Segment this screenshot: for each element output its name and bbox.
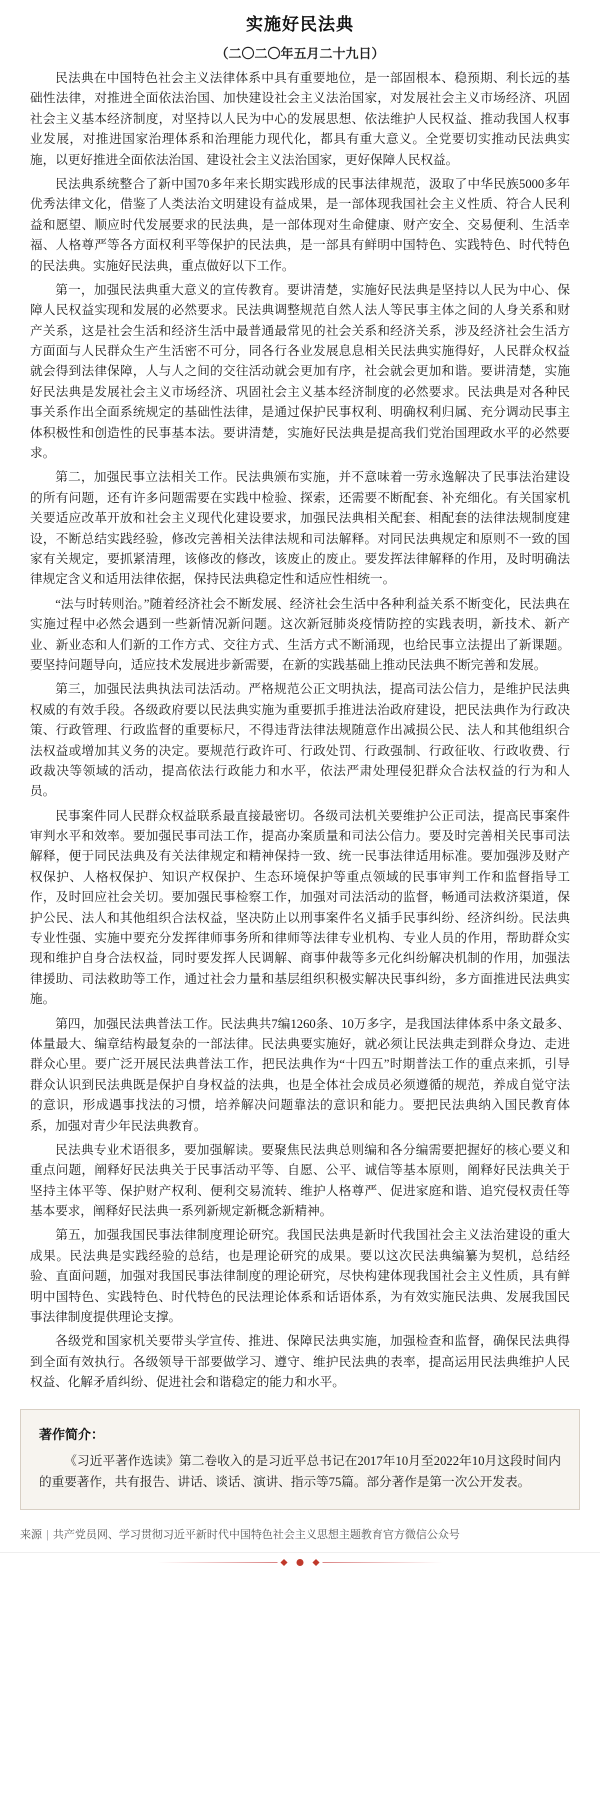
source-separator: | (46, 1529, 49, 1542)
paragraph: 民事案件同人民群众权益联系最直接最密切。各级司法机关要维护公正司法，提高民事案件审判水平和效率。要加强民事司法工作，提高办案质量和司法公信力。要及时完善相关民事司法解释，便于同民法典及有关法律规定和精神保持一致、统一民事法律适用标准。要加强涉及财产权保护、人格权保护、知识产权保护、生态环境保护等重点领域的民事审判工作和监督指导工作，及时回应社会关切。要加强民事检察工作，加强对司法活动的监督，畅通司法救济渠道，保护公民、法人和其他组织合法权益，坚决防止以刑事案件名义插手民事纠纷、经济纠纷。民法典专业性强、实施中要充分发挥律师事务所和律师等法律专业机构、专业人员的作用，帮助群众实现和维护自身合法权益，同时要发挥人民调解、商事仲裁等多元化纠纷解决机制的作用，加强法律援助、司法救助等工作，通过社会力量和基层组织积极实解决民事纠纷，多方面推进民法典实施。 (30, 808, 570, 1007)
ornament-line-right-icon (323, 1562, 443, 1563)
page-subtitle: （二〇二〇年五月二十九日） (215, 46, 385, 61)
paragraph: 各级党和国家机关要带头学宣传、推进、保障民法典实施，加强检查和监督，确保民法典得到全面有效执行。各级领导干部要做学习、遵守、维护民法典的表率，提高运用民法典维护人民权益、化解矛盾纠纷、促进社会和谐稳定的能力和水平。 (30, 1334, 570, 1390)
decorative-ornament (158, 1559, 443, 1566)
paragraph: 第五，加强我国民事法律制度理论研究。我国民法典是新时代我国社会主义法治建设的重大成果。民法典是实践经验的总结，也是理论研究的成果。要以这次民法典编纂为契机，总结经验、直面问题，加强对我国民事法律制度的理论研究，尽快构建体现我国社会主义性质，具有鲜明中国特色、实践特色、时代特色的民法理论体系和话语体系，为有效实施民法典、发展我国民事法律制度提供理论支撑。 (30, 1228, 570, 1325)
ornament-diamond-right-icon (312, 1559, 319, 1566)
book-introduction-box (20, 1409, 580, 1511)
paragraph: 第三，加强民法典执法司法活动。严格规范公正文明执法，提高司法公信力，是维护民法典权威的有效手段。各级政府要以民法典实施为重要抓手推进法治政府建设，把民法典作为行政决策、行政管理、行政监督的重要标尺，不得违背法律法规随意作出减损公民、法人和其他组织合法权益或增加其义务的决定。要规范行政许可、行政处罚、行政强制、行政征收、行政收费、行政裁决等领域的活动，提高依法行政能力和水平，依法严肃处理侵犯群众合法权益的行为和人员。 (30, 682, 570, 799)
paragraph: 民法典在中国特色社会主义法律体系中具有重要地位，是一部固根本、稳预期、利长远的基础性法律，对推进全面依法治国、加快建设社会主义法治国家，对发展社会主义市场经济、巩固社会主义基本经济制度，对坚持以人民为中心的发展思想、依法维护人民权益、推动我国人权事业发展，对推进国家治理体系和治理能力现代化，都具有重大意义。全党要切实推动民法典实施，以更好推进全面依法治国、建设社会主义法治国家，更好保障人民权益。 (30, 71, 570, 167)
source-text: 共产党员网、学习贯彻习近平新时代中国特色社会主义思想主题教育官方微信公众号 (52, 1529, 460, 1542)
page-title: 实施好民法典 (246, 15, 354, 34)
source-line (0, 1520, 600, 1546)
paragraph: 民法典系统整合了新中国70多年来长期实践形成的民事法律规范，汲取了中华民族5000多年优秀法律文化，借鉴了人类法治文明建设有益成果，是一部体现我国社会主义性质、符合人民利益和愿望、顺应时代发展要求的民法典，是一部体现对生命健康、财产安全、交易便利、生活幸福、人格尊严等各方面权利平等保护的民法典，是一部具有鲜明中国特色、实践特色、时代特色的民法典。实施好民法典，重点做好以下工作。 (30, 176, 570, 273)
ornament-diamond-left-icon (280, 1559, 287, 1566)
paragraph: 第四，加强民法典普法工作。民法典共7编1260条、10万多字，是我国法律体系中条文最多、体量最大、编章结构最复杂的一部法律。民法典要实施好，就必须让民法典走到群众身边、走进群众心里。要广泛开展民法典普法工作，把民法典作为“十四五”时期普法工作的重点来抓，引导群众认识到民法典既是保护自身权益的法典，也是全体社会成员必须遵循的规范，养成自觉守法的意识，形成遇事找法的习惯，培养解决问题靠法的意识和能力。要把民法典纳入国民教育体系，加强对青少年民法典教育。 (30, 1016, 570, 1133)
paragraph: 第一，加强民法典重大意义的宣传教育。要讲清楚，实施好民法典是坚持以人民为中心、保障人民权益实现和发展的必然要求。民法典调整规范自然人法人等民事主体之间的人身关系和财产关系，这是社会生活和经济生活中最普通最常见的社会关系和经济关系，涉及经济社会生活方方面面与人民群众生产生活密不可分，同各行各业发展息息相关民法典实施得好，人民群众权益就会得到法律保障，人与人之间的交往活动就会更加有序，社会就会更加和谐。要讲清楚，实施好民法典是发展社会主义市场经济、巩固社会主义基本经济制度的必然要求。民法典是对各种民事关系作出全面系统规定的基础性法律，是通过保护民事权利、明确权利归属、充分调动民事主体积极性和创造性的民事基本法。要讲清楚，实施好民法典是提高我们党治国理政水平的必然要求。 (30, 282, 570, 461)
paragraph: “法与时转则治。”随着经济社会不断发展、经济社会生活中各种利益关系不断变化，民法典在实施过程中必然会遇到一些新情况新问题。这次新冠肺炎疫情防控的实践表明，新技术、新产业、新业态和人们新的工作方式、交往方式、生活方式不断涌现，也给民事立法提出了新课题。要坚持问题导向，适应技术发展进步新需要，在新的实践基础上推动民法典不断完善和发展。 (30, 596, 570, 672)
paragraph: 民法典专业术语很多，要加强解读。要聚焦民法典总则编和各分编需要把握好的核心要义和重点问题，阐释好民法典关于民事活动平等、自愿、公平、诚信等基本原则，阐释好民法典关于坚持主体平等、保护财产权利、便利交易流转、维护人格尊严、促进家庭和谐、追究侵权责任等基本要求，阐释好民法典一系列新规定新概念新精神。 (30, 1142, 570, 1219)
ornament-line-left-icon (158, 1562, 278, 1563)
article-body (0, 68, 600, 1393)
book-introduction-title: 著作简介： (39, 1426, 105, 1442)
paragraph: 第二，加强民事立法相关工作。民法典颁布实施，并不意味着一劳永逸解决了民事法治建设的所有问题，还有许多问题需要在实践中检验、探索，还需要不断配套、补充细化。有关国家机关要适应改革开放和社会主义现代化建设要求，加强民法典相关配套、相配套的法律法规制度建设，不断总结实践经验，修改完善相关法律法规和司法解释。对同民法典规定和原则不一致的国家有关规定，要抓紧清理，该修改的修改，该废止的废止。要发挥法律解释的作用，及时明确法律规定含义和适用法律依据，保持民法典稳定性和适应性相统一。 (30, 470, 570, 587)
source-label: 来源 (20, 1529, 42, 1542)
footer-ornament-bar (0, 1552, 600, 1579)
book-introduction-text: 《习近平著作选读》第二卷收入的是习近平总书记在2017年10月至2022年10月这段时间内的重要著作，共有报告、讲话、谈话、演讲、指示等75篇。部分著作是第一次公开发表。 (39, 1453, 561, 1490)
ornament-dot-icon (297, 1559, 304, 1566)
